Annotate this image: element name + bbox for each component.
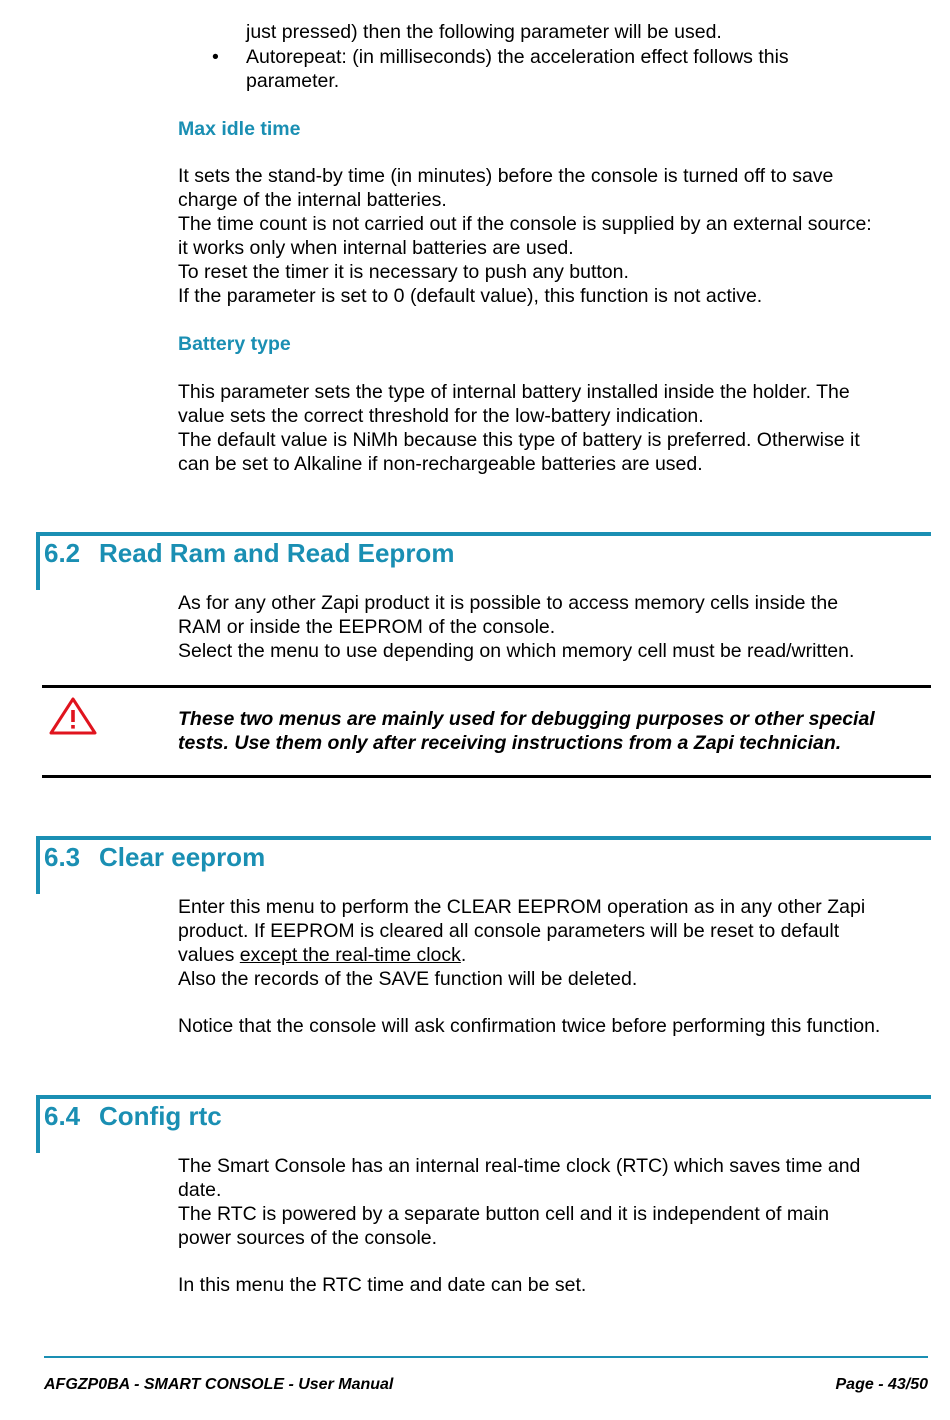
warning-triangle-icon <box>48 696 98 736</box>
section-number: 6.3 <box>44 842 81 872</box>
section-6-2-top-border <box>36 532 931 536</box>
section-6-2-paragraph <box>178 591 930 663</box>
bullet-marker: • <box>212 46 219 68</box>
text-line: Select the menu to use depending on which memory cell must be read/written. <box>178 640 855 662</box>
text-line: charge of the internal batteries. <box>178 189 447 211</box>
max-idle-paragraph <box>178 164 930 308</box>
text-line: product. If EEPROM is cleared all console parameters will be reset to default <box>178 920 840 942</box>
text-line: The Smart Console has an internal real-time clock (RTC) which saves time and <box>178 1155 861 1177</box>
warning-text <box>178 707 930 755</box>
text-line: Also the records of the SAVE function will be deleted. <box>178 968 638 990</box>
text-line: This parameter sets the type of internal battery installed inside the holder. The <box>178 381 850 403</box>
section-6-4-heading <box>44 1101 222 1131</box>
text-fragment: values <box>178 944 240 966</box>
text-line: value sets the correct threshold for the low-battery indication. <box>178 405 704 427</box>
footer-page-number: Page - 43/50 <box>835 1376 928 1393</box>
section-6-3-notice <box>178 1014 930 1038</box>
section-6-4-left-border <box>36 1095 40 1153</box>
section-6-4-last-paragraph <box>178 1273 930 1297</box>
text-line: If the parameter is set to 0 (default value), this function is not active. <box>178 285 763 307</box>
text-line: It sets the stand-by time (in minutes) before the console is turned off to save <box>178 165 834 187</box>
section-6-4-paragraph <box>178 1154 930 1250</box>
continuation-text: just pressed) then the following parameter will be used. <box>246 21 722 43</box>
text-line: To reset the timer it is necessary to push any button. <box>178 261 629 283</box>
text-line: The time count is not carried out if the console is supplied by an external source: <box>178 213 872 235</box>
text-line: can be set to Alkaline if non-rechargeable batteries are used. <box>178 453 703 475</box>
text-line: As for any other Zapi product it is possible to access memory cells inside the <box>178 592 839 614</box>
text-line: Notice that the console will ask confirmation twice before performing this function. <box>178 1015 881 1037</box>
text-line: In this menu the RTC time and date can be set. <box>178 1274 587 1296</box>
text-line: Enter this menu to perform the CLEAR EEPROM operation as in any other Zapi <box>178 896 866 918</box>
text-line: The default value is NiMh because this type of battery is preferred. Otherwise it <box>178 429 860 451</box>
section-6-2-heading <box>44 538 454 568</box>
section-6-3-heading <box>44 842 265 872</box>
section-title: Config rtc <box>99 1101 222 1131</box>
battery-type-paragraph <box>178 380 930 476</box>
warning-top-rule <box>42 685 931 688</box>
text-line: RAM or inside the EEPROM of the console. <box>178 616 556 638</box>
section-number: 6.4 <box>44 1101 81 1131</box>
section-6-4-top-border <box>36 1095 931 1099</box>
max-idle-heading: Max idle time <box>178 118 301 140</box>
text-fragment: . <box>460 944 467 966</box>
footer-document-title: AFGZP0BA - SMART CONSOLE - User Manual <box>44 1376 394 1393</box>
underlined-text: except the real-time clock <box>239 944 461 966</box>
footer-rule <box>44 1356 928 1358</box>
section-title: Clear eeprom <box>99 842 266 872</box>
text-line: The RTC is powered by a separate button cell and it is independent of main <box>178 1203 830 1225</box>
section-6-2-left-border <box>36 532 40 590</box>
section-6-3-left-border <box>36 836 40 894</box>
bullet-text-line1: Autorepeat: (in milliseconds) the acceleration effect follows this <box>246 46 789 68</box>
section-number: 6.2 <box>44 538 81 568</box>
battery-type-heading: Battery type <box>178 333 291 355</box>
text-line: date. <box>178 1179 222 1201</box>
warning-bottom-rule <box>42 775 931 778</box>
warning-line: These two menus are mainly used for debugging purposes or other special <box>178 708 875 730</box>
section-title: Read Ram and Read Eeprom <box>99 538 455 568</box>
section-6-3-paragraph <box>178 895 930 991</box>
bullet-text-line2: parameter. <box>246 70 340 92</box>
section-6-3-top-border <box>36 836 931 840</box>
text-line: it works only when internal batteries are used. <box>178 237 574 259</box>
text-line: power sources of the console. <box>178 1227 438 1249</box>
warning-line: tests. Use them only after receiving instructions from a Zapi technician. <box>178 732 842 754</box>
text-line-with-underline <box>178 943 930 967</box>
